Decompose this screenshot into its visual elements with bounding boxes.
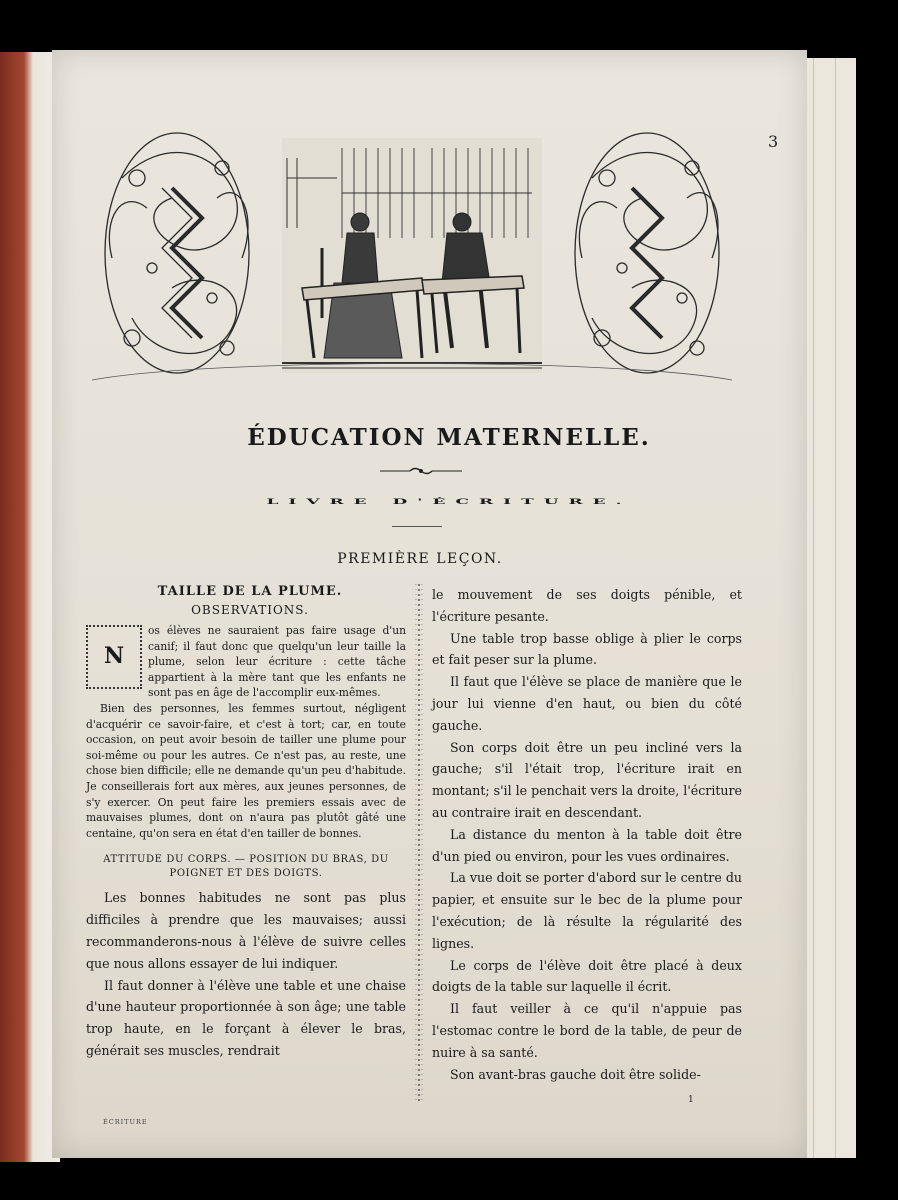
paragraph: le mouvement de ses doigts pénible, et l'écriture pesante.	[432, 587, 742, 624]
right-large-text	[432, 584, 742, 1085]
page-number: 3	[768, 132, 779, 151]
book-spine	[0, 52, 60, 1162]
right-floral-ornament	[575, 133, 719, 373]
book-subtitle: LIVRE D'ÉCRITURE.	[266, 497, 632, 507]
classroom-scene	[282, 138, 542, 373]
paragraph: Il faut veiller à ce qu'il n'appuie pas l'estomac contre le bord de la table, de peur de nuire à sa santé.	[432, 1001, 742, 1060]
paragraph: os élèves ne sauraient pas faire usage d'un canif; il faut donc que quelqu'un leur taille la plume, selon leur écriture : cette tâche appartient à la mère tant que les enfants ne sont pas en âge de l'accomplir eux-mêmes.	[148, 624, 406, 700]
paragraph: Il faut donner à l'élève une table et une chaise d'une hauteur proportionnée à son âge; une table trop haute, en le forçant à élever le bras, générait ses muscles, rendrait	[86, 977, 406, 1058]
heading-observations: OBSERVATIONS.	[191, 603, 309, 617]
drop-cap: N	[86, 625, 142, 689]
paragraph: Une table trop basse oblige à plier le corps et fait peser sur la plume.	[432, 630, 742, 668]
paragraph: La vue doit se porter d'abord sur le centre du papier, et ensuite sur le bec de la plume pour l'exécution; de là résulte la régularité des lignes.	[432, 870, 742, 951]
column-divider	[414, 584, 424, 1104]
paragraph: Son avant-bras gauche doit être solide-	[450, 1066, 701, 1082]
right-column	[432, 584, 742, 1085]
paragraph: Le corps de l'élève doit être placé à deux doigts de la table sur laquelle il écrit.	[432, 957, 742, 995]
heading-attitude: ATTITUDE DU CORPS. — POSITION DU BRAS, DU POIGNET ET DES DOIGTS.	[103, 854, 389, 880]
paragraph: Les bonnes habitudes ne sont pas plus difficiles à prendre que les mauvaises; aussi recommanderons-nous à l'élève de suivre celles que nous allons essayer de lui indiquer.	[86, 890, 406, 971]
paragraph: Il faut que l'élève se place de manière que le jour lui vienne d'en haut, ou bien du côté gauche.	[432, 674, 742, 733]
paragraph: Bien des personnes, les femmes surtout, négligent d'acquérir ce savoir-faire, et c'est à tort; car, en toute occasion, on peut avoir besoin de tailler une plume pour soi-même ou pour les autres. Ce n'est pas, au reste, une chose bien difficile; elle ne demande qu'un peu d'habitude. Je conseillerais fort aux mères, aux jeunes personnes, de s'y exercer. On peut faire les premiers essais avec de mauvaises plumes, dont on n'aura pas plutôt gâté une centaine, qu'on sera en état d'en tailler de bonnes.	[86, 701, 406, 840]
paragraph: La distance du menton à la table doit être d'un pied ou environ, pour les vues ordinaires.	[432, 826, 742, 864]
heading-taille: TAILLE DE LA PLUME.	[157, 584, 343, 599]
lesson-heading: PREMIÈRE LEÇON.	[337, 551, 503, 567]
left-column	[86, 584, 406, 1062]
section-rule	[392, 526, 442, 527]
left-large-text	[86, 887, 406, 1061]
engraving-illustration	[92, 118, 732, 390]
paragraph: Son corps doit être un peu incliné vers la gauche; s'il l'était trop, l'écriture irait en montant; s'il le penchait vers la droite, l'écriture au contraire irait en descendant.	[432, 739, 742, 820]
title-ornament	[380, 466, 462, 476]
footer-signature: ÉCRITURE	[103, 1118, 148, 1126]
left-small-text	[86, 623, 406, 841]
page-title: ÉDUCATION MATERNELLE.	[247, 424, 651, 451]
left-floral-ornament	[105, 133, 249, 373]
footer-sheet-number: 1	[688, 1095, 694, 1105]
